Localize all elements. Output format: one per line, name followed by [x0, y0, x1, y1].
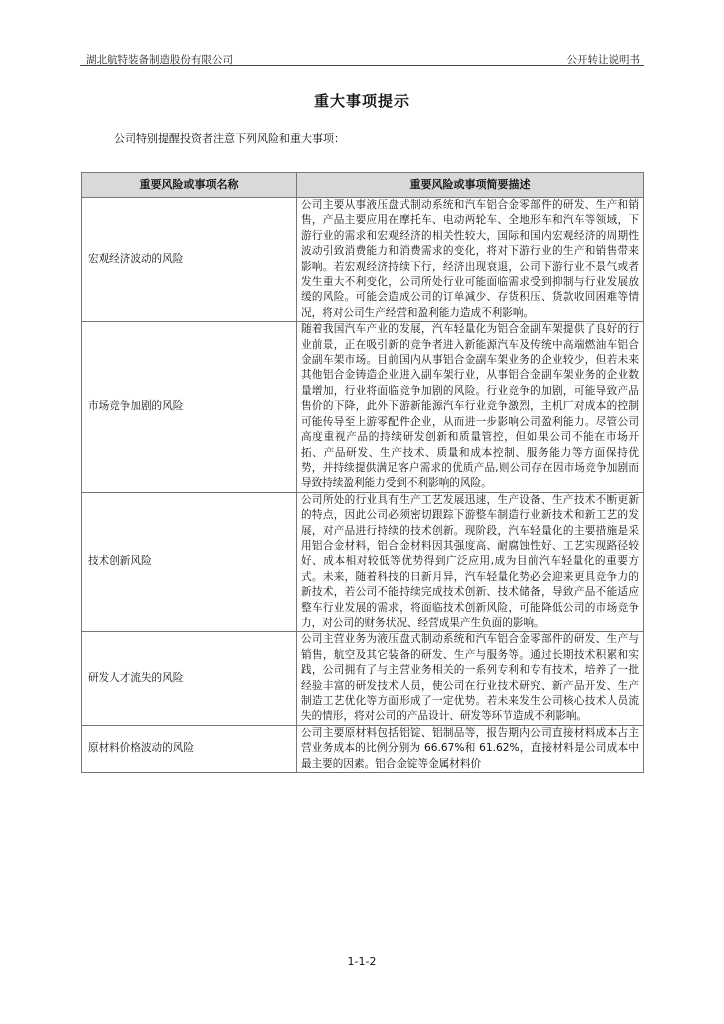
risk-description: 公司主要原材料包括铝锭、铝制品等，报告期内公司直接材料成本占主营业务成本的比例分别为 66.67%和 61.62%，直接材料是公司成本中最主要的因素。铝合金锭等金属材料价 [297, 725, 644, 772]
risk-name: 技术创新风险 [82, 492, 297, 632]
page-number: 1-1-2 [347, 955, 377, 968]
column-header-name: 重要风险或事项名称 [82, 173, 297, 198]
table-row [82, 322, 644, 492]
risk-name: 宏观经济波动的风险 [82, 198, 297, 322]
risk-name: 研发人才流失的风险 [82, 632, 297, 725]
company-name: 湖北航特装备制造股份有限公司 [86, 54, 233, 66]
table-row [82, 492, 644, 632]
intro-text: 公司特别提醒投资者注意下列风险和重大事项： [114, 132, 345, 145]
risk-description: 公司所处的行业具有生产工艺发展迅速，生产设备、生产技术不断更新的特点，因此公司必须密切跟踪下游整车制造行业新技术和新工艺的发展，对产品进行持续的技术创新。现阶段，汽车轻量化的主要措施是采用铝合金材料，铝合金材料因其强度高、耐腐蚀性好、工艺实现路径较好、成本相对较低等优势得到广泛应用,成为目前汽车轻量化的重要方式。未来，随着科技的日新月异，汽车轻量化势必会迎来更具竞争力的新技术，若公司不能持续完成技术创新、技术储备，导致产品不能适应整车行业发展的需求，将面临技术创新风险，可能降低公司的市场竞争力，对公司的财务状况、经营成果产生负面的影响。 [297, 492, 644, 632]
table-row [82, 725, 644, 772]
risk-name: 原材料价格波动的风险 [82, 725, 297, 772]
risk-description: 公司主营业务为液压盘式制动系统和汽车铝合金零部件的研发、生产与销售，航空及其它装备的研发、生产与服务等。通过长期技术积累和实践，公司拥有了与主营业务相关的一系列专利和专有技术，培养了一批经验丰富的研发技术人员，使公司在行业技术研究、新产品开发、生产制造工艺优化等方面形成了一定优势。若未来发生公司核心技术人员流失的情形，将对公司的产品设计、研发等环节造成不利影响。 [297, 632, 644, 725]
page-header [80, 50, 644, 66]
table-row [82, 632, 644, 725]
risk-description: 随着我国汽车产业的发展，汽车轻量化为铝合金副车架提供了良好的行业前景，正在吸引新的竞争者进入新能源汽车及传统中高端燃油车铝合金副车架市场。目前国内从事铝合金副车架业务的企业较少，但若未来其他铝合金铸造企业进入副车架行业，从事铝合金副车架业务的企业数量增加，行业将面临竞争加剧的风险。行业竞争的加剧，可能导致产品售价的下降，此外下游新能源汽车行业竞争激烈，主机厂对成本的控制可能传导至上游零配件企业，从而进一步影响公司盈利能力。尽管公司高度重视产品的持续研发创新和质量管控，但如果公司不能在市场开拓、产品研发、生产技术、质量和成本控制、服务能力等方面保持优势，并持续提供满足客户需求的优质产品,则公司存在因市场竞争加剧而导致持续盈利能力受到不利影响的风险。 [297, 322, 644, 492]
risk-description: 公司主要从事液压盘式制动系统和汽车铝合金零部件的研发、生产和销售，产品主要应用在摩托车、电动两轮车、全地形车和汽车等领域，下游行业的需求和宏观经济的相关性较大，国际和国内宏观经济的周期性波动引致消费能力和消费需求的变化，将对下游行业的生产和销售带来影响。若宏观经济持续下行，经济出现衰退，公司下游行业不景气或者发生重大不利变化，公司所处行业可能面临需求受到抑制与行业发展放缓的风险。可能会造成公司的订单减少、存货积压、货款收回困难等情况，将对公司生产经营和盈利能力造成不利影响。 [297, 198, 644, 322]
risk-name: 市场竞争加剧的风险 [82, 322, 297, 492]
document-type: 公开转让说明书 [566, 54, 640, 66]
table-header-row [82, 173, 644, 198]
column-header-description: 重要风险或事项简要描述 [297, 173, 644, 198]
risk-table [81, 172, 644, 773]
page-title: 重大事项提示 [313, 92, 410, 110]
table-row [82, 198, 644, 322]
